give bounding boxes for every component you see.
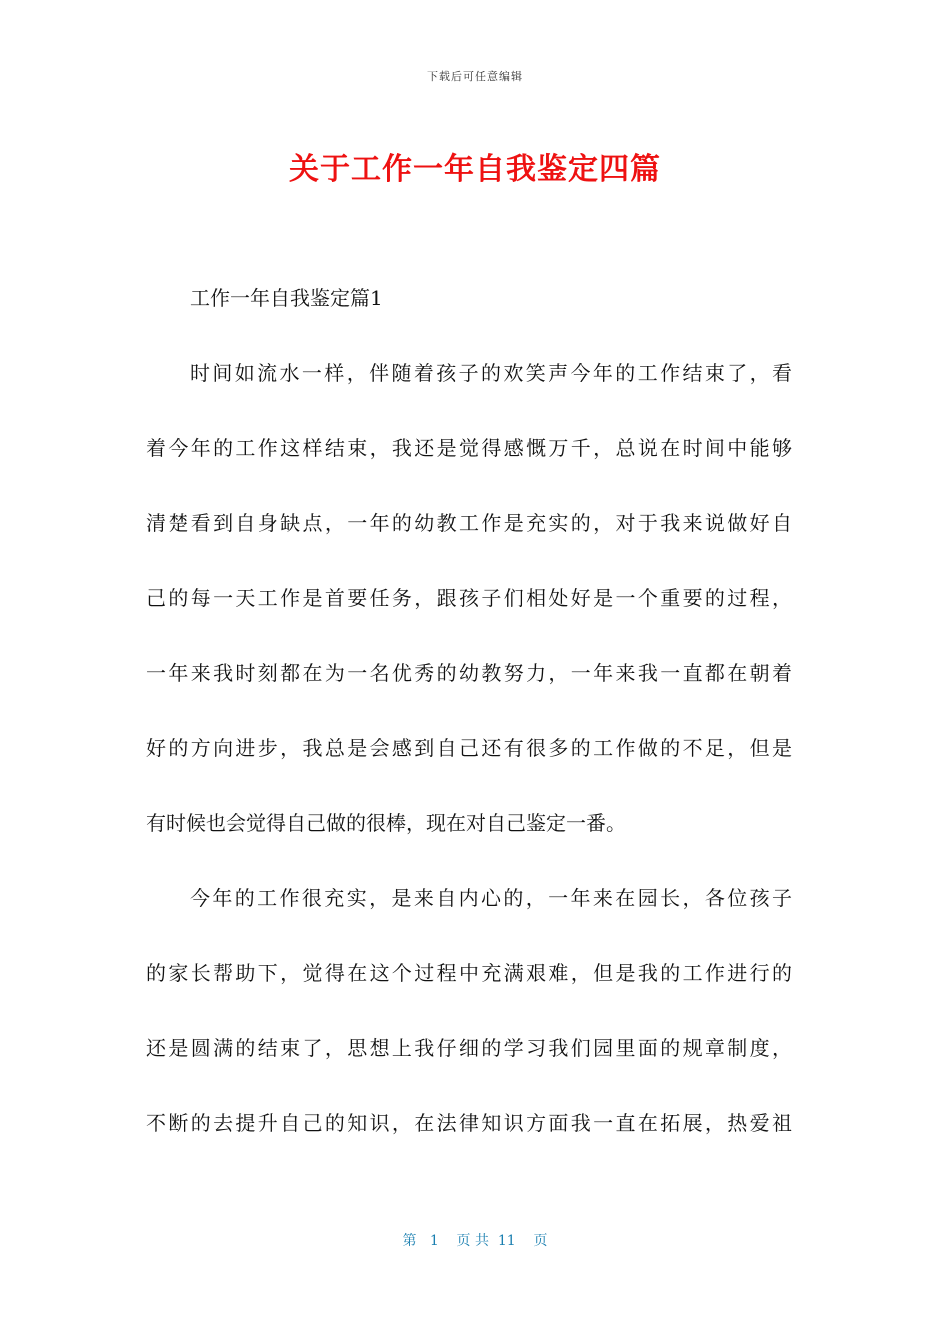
document-body: [146, 261, 792, 1161]
paragraph-line: 好的方向进步，我总是会感到自己还有很多的工作做的不足，但是: [146, 736, 792, 760]
paragraph-line: 还是圆满的结束了，思想上我仔细的学习我们园里面的规章制度，: [146, 1036, 792, 1060]
paragraph-line: 着今年的工作这样结束，我还是觉得感慨万千，总说在时间中能够: [146, 436, 792, 460]
page-footer: 第 1 页 共 11 页: [402, 1233, 548, 1249]
paragraph-line: 时间如流水一样，伴随着孩子的欢笑声今年的工作结束了，看: [190, 361, 792, 385]
section-heading: 工作一年自我鉴定篇1: [190, 286, 383, 310]
paragraph-line: 一年来我时刻都在为一名优秀的幼教努力，一年来我一直都在朝着: [146, 661, 792, 685]
paragraph-line: 有时候也会觉得自己做的很棒，现在对自己鉴定一番。: [146, 811, 626, 835]
paragraph-line: 的家长帮助下，觉得在这个过程中充满艰难，但是我的工作进行的: [146, 961, 792, 985]
paragraph-1: [146, 336, 792, 861]
paragraph-line: 清楚看到自身缺点，一年的幼教工作是充实的，对于我来说做好自: [146, 511, 792, 535]
header-note: 下载后可任意编辑: [427, 70, 523, 83]
paragraph-line: 不断的去提升自己的知识，在法律知识方面我一直在拓展，热爱祖: [146, 1111, 792, 1135]
paragraph-line: 己的每一天工作是首要任务，跟孩子们相处好是一个重要的过程，: [146, 586, 792, 610]
paragraph-line: 今年的工作很充实，是来自内心的，一年来在园长，各位孩子: [190, 886, 792, 910]
paragraph-2: [146, 861, 792, 1161]
document-title: 关于工作一年自我鉴定四篇: [289, 152, 661, 187]
